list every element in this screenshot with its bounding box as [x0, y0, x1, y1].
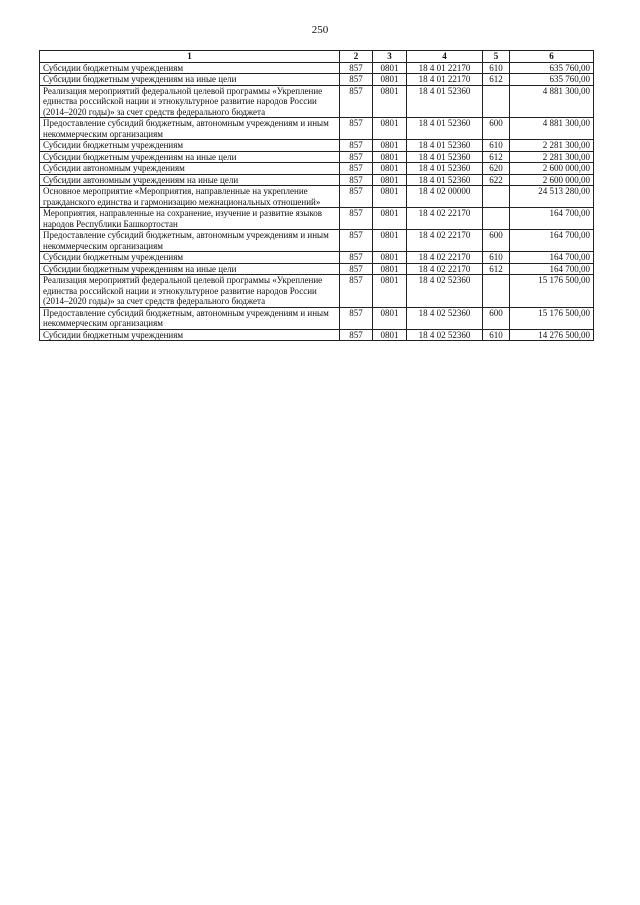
row-name-cell: Субсидии автономным учреждениям [40, 163, 340, 175]
section-code-cell: 0801 [373, 151, 407, 163]
amount-cell: 2 600 000,00 [510, 163, 594, 175]
amount-cell: 164 700,00 [510, 230, 594, 252]
column-header-6: 6 [510, 51, 594, 63]
expense-type-cell [483, 186, 510, 208]
ministry-code-cell: 857 [340, 252, 373, 264]
target-article-cell: 18 4 01 52360 [407, 163, 483, 175]
amount-cell: 4 881 300,00 [510, 85, 594, 118]
ministry-code-cell: 857 [340, 230, 373, 252]
column-header-2: 2 [340, 51, 373, 63]
amount-cell: 15 176 500,00 [510, 275, 594, 308]
row-name-cell: Субсидии автономным учреждениям на иные цели [40, 174, 340, 186]
table-row [40, 174, 594, 186]
amount-cell: 2 600 000,00 [510, 174, 594, 186]
target-article-cell: 18 4 02 52360 [407, 275, 483, 308]
section-code-cell: 0801 [373, 329, 407, 341]
target-article-cell: 18 4 01 52360 [407, 118, 483, 140]
amount-cell: 164 700,00 [510, 252, 594, 264]
row-name-cell: Субсидии бюджетным учреждениям на иные цели [40, 151, 340, 163]
section-code-cell: 0801 [373, 140, 407, 152]
expense-type-cell: 612 [483, 74, 510, 86]
target-article-cell: 18 4 01 52360 [407, 174, 483, 186]
table-row [40, 163, 594, 175]
target-article-cell: 18 4 01 22170 [407, 62, 483, 74]
table-row [40, 208, 594, 230]
row-name-cell: Предоставление субсидий бюджетным, автономным учреждениям и иным некоммерческим организациям [40, 230, 340, 252]
table-row [40, 275, 594, 308]
ministry-code-cell: 857 [340, 263, 373, 275]
table-row [40, 151, 594, 163]
target-article-cell: 18 4 01 22170 [407, 74, 483, 86]
page-number: 250 [311, 24, 329, 36]
expense-type-cell: 612 [483, 151, 510, 163]
target-article-cell: 18 4 02 22170 [407, 230, 483, 252]
section-code-cell: 0801 [373, 74, 407, 86]
table-row [40, 252, 594, 264]
ministry-code-cell: 857 [340, 208, 373, 230]
table-row [40, 74, 594, 86]
target-article-cell: 18 4 02 00000 [407, 186, 483, 208]
ministry-code-cell: 857 [340, 329, 373, 341]
expense-type-cell: 622 [483, 174, 510, 186]
target-article-cell: 18 4 01 52360 [407, 140, 483, 152]
expense-type-cell: 612 [483, 263, 510, 275]
amount-cell: 2 281 300,00 [510, 151, 594, 163]
column-header-4: 4 [407, 51, 483, 63]
row-name-cell: Субсидии бюджетным учреждениям на иные цели [40, 74, 340, 86]
table-row [40, 85, 594, 118]
section-code-cell: 0801 [373, 163, 407, 175]
budget-table [39, 50, 594, 341]
table-body [40, 62, 594, 341]
expense-type-cell: 600 [483, 118, 510, 140]
row-name-cell: Реализация мероприятий федеральной целевой программы «Укрепление единства российской нации и этнокультурное развитие народов России (2014–2020 годы)» за счет средств федерального бюджета [40, 275, 340, 308]
section-code-cell: 0801 [373, 230, 407, 252]
section-code-cell: 0801 [373, 307, 407, 329]
expense-type-cell: 610 [483, 140, 510, 152]
section-code-cell: 0801 [373, 174, 407, 186]
table-row [40, 230, 594, 252]
row-name-cell: Основное мероприятие «Мероприятия, направленные на укрепление гражданского единства и гармонизацию межнациональных отношений» [40, 186, 340, 208]
table-row [40, 62, 594, 74]
amount-cell: 635 760,00 [510, 62, 594, 74]
expense-type-cell: 610 [483, 329, 510, 341]
table-row [40, 118, 594, 140]
expense-type-cell: 620 [483, 163, 510, 175]
ministry-code-cell: 857 [340, 140, 373, 152]
ministry-code-cell: 857 [340, 163, 373, 175]
target-article-cell: 18 4 02 52360 [407, 307, 483, 329]
amount-cell: 24 513 280,00 [510, 186, 594, 208]
column-header-5: 5 [483, 51, 510, 63]
row-name-cell: Предоставление субсидий бюджетным, автономным учреждениям и иным некоммерческим организациям [40, 118, 340, 140]
section-code-cell: 0801 [373, 263, 407, 275]
table-row [40, 307, 594, 329]
amount-cell: 2 281 300,00 [510, 140, 594, 152]
section-code-cell: 0801 [373, 85, 407, 118]
row-name-cell: Реализация мероприятий федеральной целевой программы «Укрепление единства российской нации и этнокультурное развитие народов России (2014–2020 годы)» за счет средств федерального бюджета [40, 85, 340, 118]
amount-cell: 4 881 300,00 [510, 118, 594, 140]
table-row [40, 186, 594, 208]
expense-type-cell: 600 [483, 307, 510, 329]
target-article-cell: 18 4 02 52360 [407, 329, 483, 341]
amount-cell: 635 760,00 [510, 74, 594, 86]
row-name-cell: Субсидии бюджетным учреждениям [40, 62, 340, 74]
column-header-1: 1 [40, 51, 340, 63]
section-code-cell: 0801 [373, 252, 407, 264]
expense-type-cell [483, 208, 510, 230]
column-header-3: 3 [373, 51, 407, 63]
section-code-cell: 0801 [373, 208, 407, 230]
row-name-cell: Субсидии бюджетным учреждениям [40, 140, 340, 152]
section-code-cell: 0801 [373, 118, 407, 140]
ministry-code-cell: 857 [340, 118, 373, 140]
ministry-code-cell: 857 [340, 151, 373, 163]
ministry-code-cell: 857 [340, 85, 373, 118]
row-name-cell: Предоставление субсидий бюджетным, автономным учреждениям и иным некоммерческим организациям [40, 307, 340, 329]
expense-type-cell [483, 275, 510, 308]
section-code-cell: 0801 [373, 62, 407, 74]
target-article-cell: 18 4 02 22170 [407, 208, 483, 230]
ministry-code-cell: 857 [340, 186, 373, 208]
table-header-row [40, 51, 594, 63]
expense-type-cell: 610 [483, 62, 510, 74]
section-code-cell: 0801 [373, 186, 407, 208]
expense-type-cell: 600 [483, 230, 510, 252]
amount-cell: 15 176 500,00 [510, 307, 594, 329]
row-name-cell: Субсидии бюджетным учреждениям [40, 252, 340, 264]
ministry-code-cell: 857 [340, 62, 373, 74]
target-article-cell: 18 4 02 22170 [407, 252, 483, 264]
expense-type-cell: 610 [483, 252, 510, 264]
amount-cell: 164 700,00 [510, 208, 594, 230]
ministry-code-cell: 857 [340, 275, 373, 308]
ministry-code-cell: 857 [340, 307, 373, 329]
amount-cell: 14 276 500,00 [510, 329, 594, 341]
table-row [40, 140, 594, 152]
amount-cell: 164 700,00 [510, 263, 594, 275]
table-row [40, 329, 594, 341]
table-row [40, 263, 594, 275]
target-article-cell: 18 4 01 52360 [407, 85, 483, 118]
row-name-cell: Субсидии бюджетным учреждениям [40, 329, 340, 341]
ministry-code-cell: 857 [340, 74, 373, 86]
target-article-cell: 18 4 01 52360 [407, 151, 483, 163]
target-article-cell: 18 4 02 22170 [407, 263, 483, 275]
row-name-cell: Мероприятия, направленные на сохранение, изучение и развитие языков народов Республики Башкортостан [40, 208, 340, 230]
row-name-cell: Субсидии бюджетным учреждениям на иные цели [40, 263, 340, 275]
expense-type-cell [483, 85, 510, 118]
section-code-cell: 0801 [373, 275, 407, 308]
ministry-code-cell: 857 [340, 174, 373, 186]
